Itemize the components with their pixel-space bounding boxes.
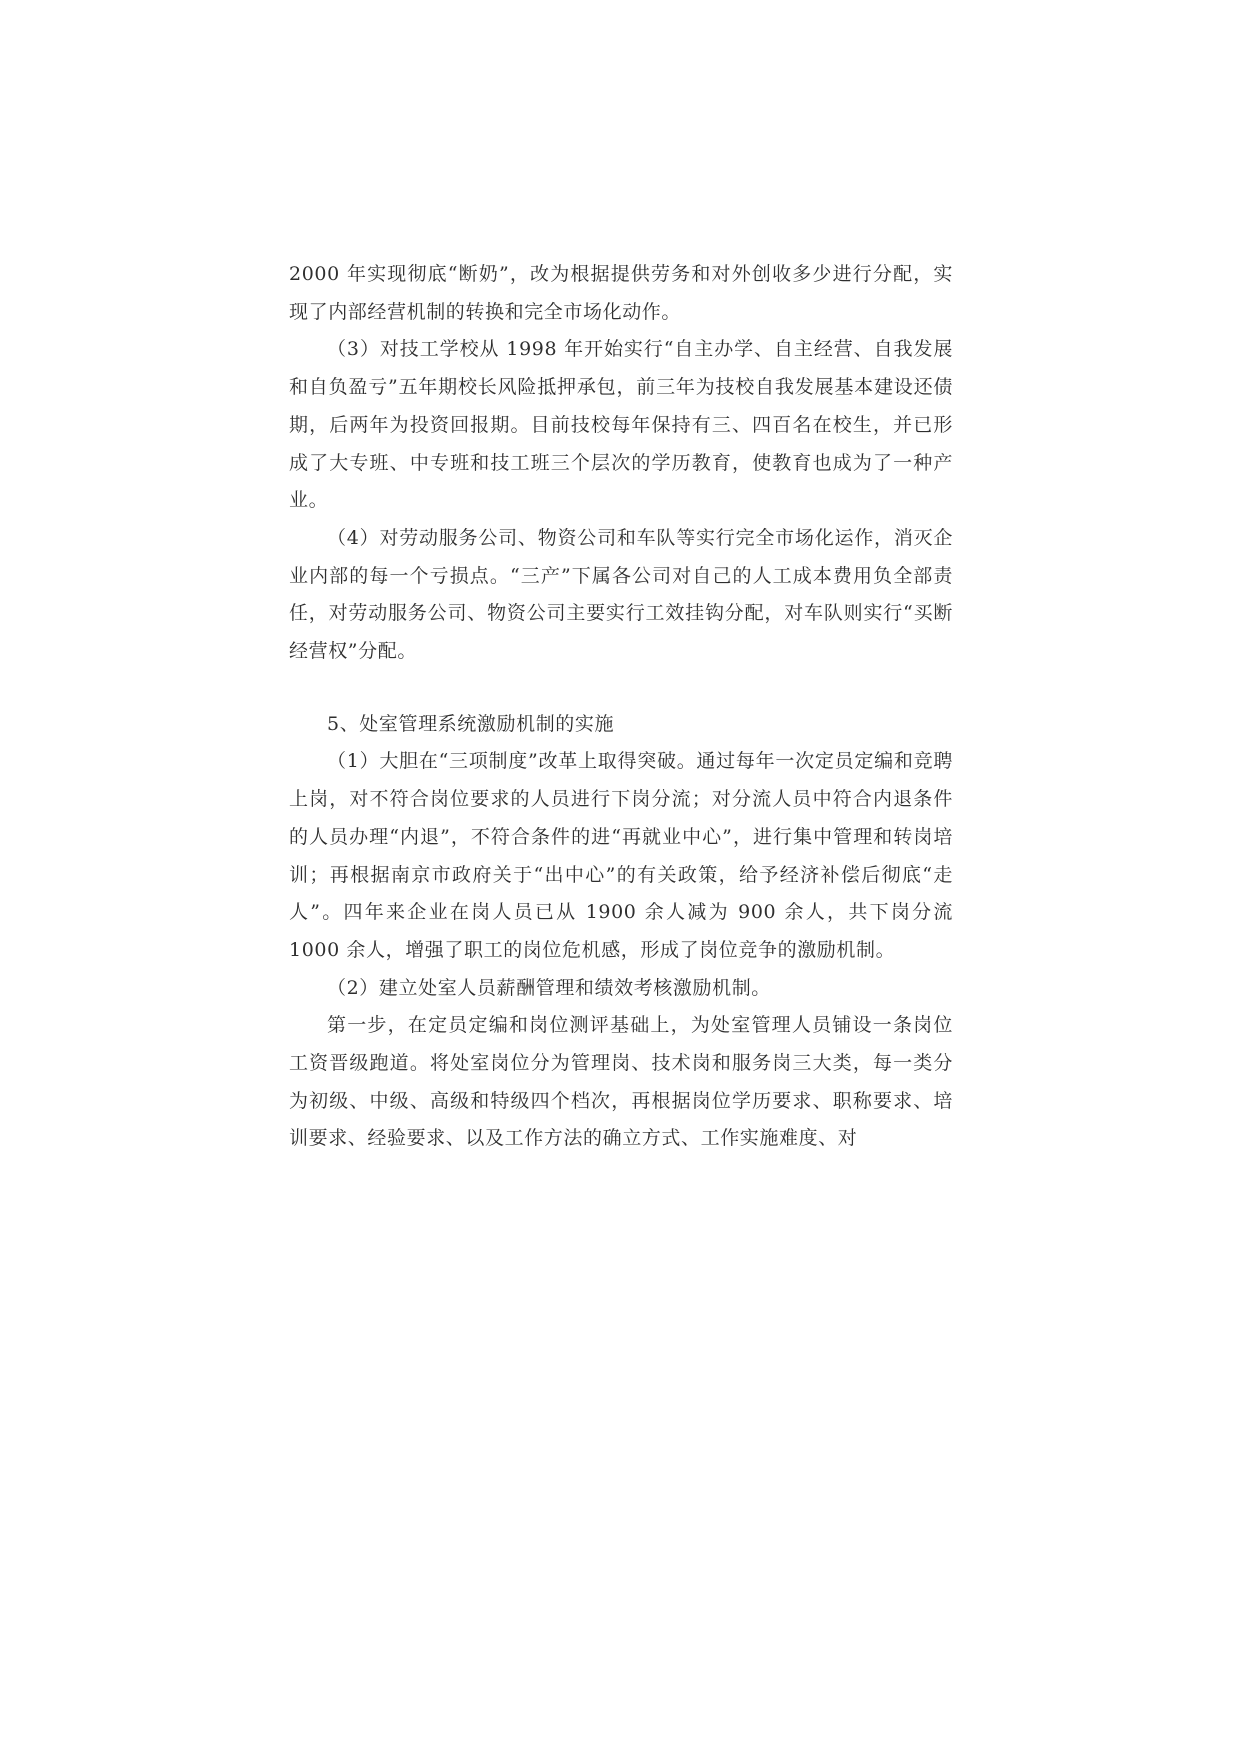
paragraph-step-one: 第一步，在定员定编和岗位测评基础上，为处室管理人员铺设一条岗位工资晋级跑道。将处室岗位分为管理岗、技术岗和服务岗三大类，每一类分为初级、中级、高级和特级四个档次，再根据岗位学历要求、职称要求、培训要求、经验要求、以及工作方法的确立方式、工作实施难度、对	[289, 1014, 953, 1150]
paragraph-item-3-technical-school: （3）对技工学校从 1998 年开始实行“自主办学、自主经营、自我发展和自负盈亏”五年期校长风险抵押承包，前三年为技校自我发展基本建设还债期，后两年为投资回报期。目前技校每年保持有三、四百名在校生，并已形成了大专班、中专班和技工班三个层次的学历教育，使教育也成为了一种产业。	[289, 338, 953, 512]
section-spacer	[289, 671, 953, 706]
paragraph-item-2-salary-mechanism: （2）建立处室人员薪酬管理和绩效考核激励机制。	[327, 976, 771, 999]
paragraph-item-4-labor-services: （4）对劳动服务公司、物资公司和车队等实行完全市场化运作，消灭企业内部的每一个亏损点。“三产”下属各公司对自己的人工成本费用负全部责任，对劳动服务公司、物资公司主要实行工效挂钩分配，对车队则实行“买断经营权”分配。	[289, 526, 953, 663]
paragraph-continuation: 2000 年实现彻底“断奶”，改为根据提供劳务和对外创收多少进行分配，实现了内部经营机制的转换和完全市场化动作。	[289, 263, 953, 323]
section-heading: 5、处室管理系统激励机制的实施	[327, 712, 615, 735]
paragraph-item-1-three-systems: （1）大胆在“三项制度”改革上取得突破。通过每年一次定员定编和竞聘上岗，对不符合岗位要求的人员进行下岗分流；对分流人员中符合内退条件的人员办理“内退”，不符合条件的进“再就业中心”，进行集中管理和转岗培训；再根据南京市政府关于“出中心”的有关政策，给予经济补偿后彻底“走人”。四年来企业在岗人员已从 1900 余人减为 900 余人，共下岗分流 1000 余人，增强了职工的岗位危机感，形成了岗位竞争的激励机制。	[289, 750, 953, 961]
document-body	[289, 256, 953, 1158]
